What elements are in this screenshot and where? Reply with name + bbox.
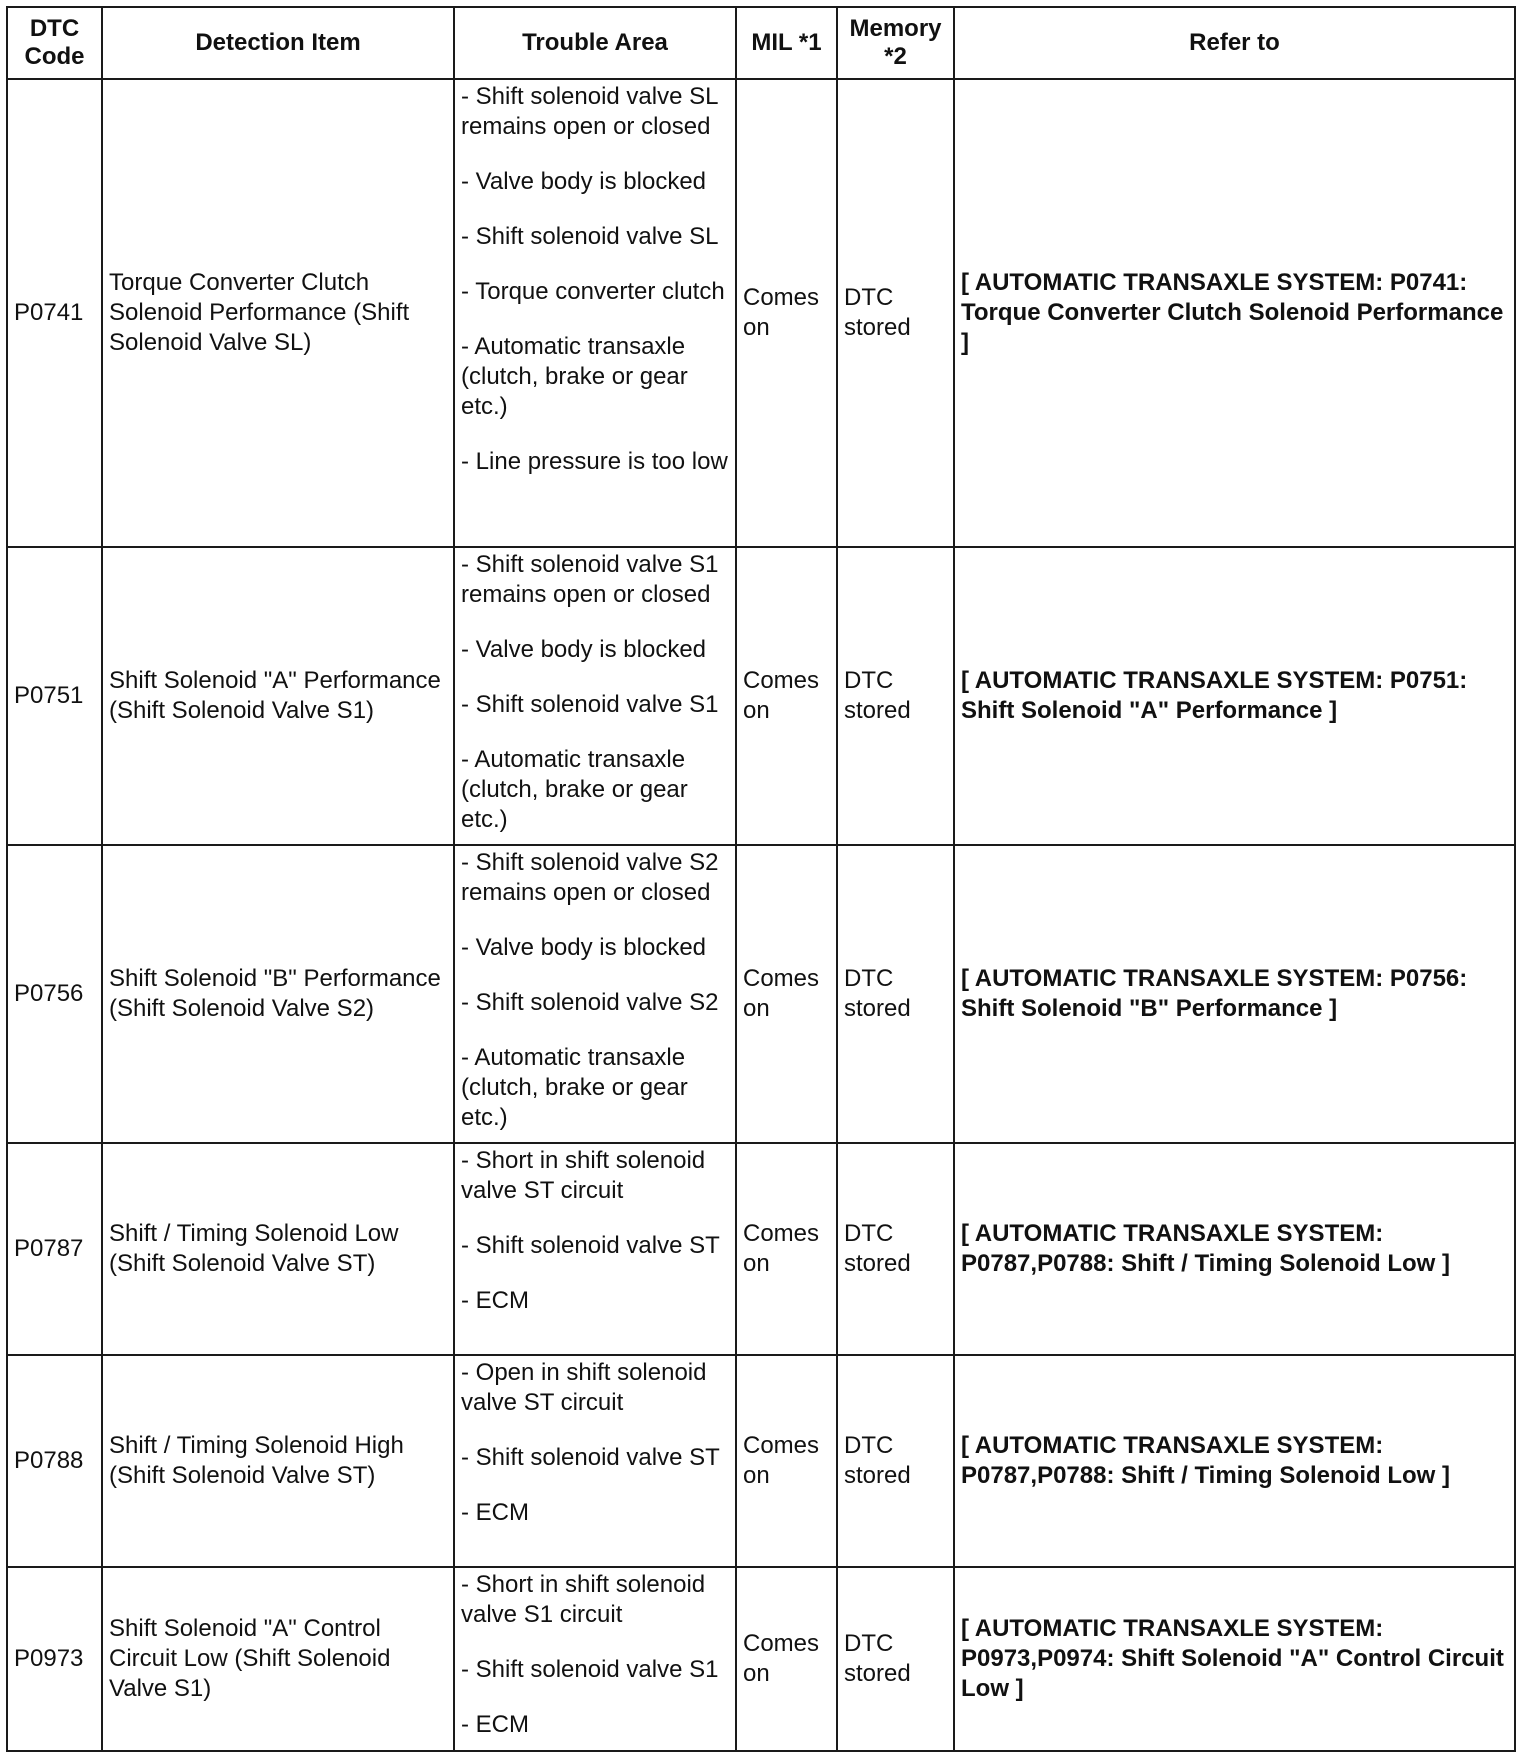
dtc-code: P0973 [7, 1567, 102, 1751]
trouble-area-item: - Valve body is blocked [461, 168, 707, 195]
detection-item: Shift / Timing Solenoid High (Shift Solenoid Valve ST) [102, 1355, 454, 1567]
detection-item: Shift Solenoid "B" Performance (Shift Solenoid Valve S2) [102, 845, 454, 1143]
refer-to-link[interactable]: [ AUTOMATIC TRANSAXLE SYSTEM: P0756: Shift Solenoid "B" Performance ] [954, 845, 1515, 1143]
memory-status: DTC stored [837, 845, 954, 1143]
mil-status: Comes on [736, 845, 837, 1143]
detection-item: Torque Converter Clutch Solenoid Performance (Shift Solenoid Valve SL) [102, 79, 454, 547]
trouble-area-item: - Shift solenoid valve S1 [461, 691, 719, 718]
mil-status: Comes on [736, 1143, 837, 1355]
trouble-area-item: - Shift solenoid valve S1 remains open or closed [461, 551, 719, 608]
table-row [7, 1355, 1515, 1567]
table-row [7, 547, 1515, 845]
memory-status: DTC stored [837, 1567, 954, 1751]
trouble-area-item: - Open in shift solenoid valve ST circuit [461, 1359, 707, 1416]
detection-item: Shift Solenoid "A" Control Circuit Low (Shift Solenoid Valve S1) [102, 1567, 454, 1751]
mil-status: Comes on [736, 1567, 837, 1751]
mil-status: Comes on [736, 547, 837, 845]
header-detection-item: Detection Item [102, 7, 454, 79]
trouble-area [454, 1567, 736, 1751]
trouble-area-item: - Automatic transaxle (clutch, brake or gear etc.) [461, 1044, 688, 1131]
table-row [7, 1567, 1515, 1751]
dtc-code: P0788 [7, 1355, 102, 1567]
trouble-area-item: - Short in shift solenoid valve S1 circuit [461, 1571, 706, 1628]
trouble-area [454, 79, 736, 547]
mil-status: Comes on [736, 1355, 837, 1567]
trouble-area-item: - Automatic transaxle (clutch, brake or gear etc.) [461, 333, 688, 420]
trouble-area-item: - Shift solenoid valve SL [461, 223, 719, 250]
refer-to-link[interactable]: [ AUTOMATIC TRANSAXLE SYSTEM: P0751: Shift Solenoid "A" Performance ] [954, 547, 1515, 845]
trouble-area [454, 1143, 736, 1355]
table-row [7, 79, 1515, 547]
trouble-area-item: - Automatic transaxle (clutch, brake or gear etc.) [461, 746, 688, 833]
trouble-area-item: - Shift solenoid valve S2 remains open or closed [461, 849, 719, 906]
trouble-area-item: - ECM [461, 1287, 529, 1314]
refer-to-link[interactable]: [ AUTOMATIC TRANSAXLE SYSTEM: P0787,P0788: Shift / Timing Solenoid Low ] [954, 1143, 1515, 1355]
memory-status: DTC stored [837, 547, 954, 845]
trouble-area-item: - ECM [461, 1711, 529, 1738]
header-mil: MIL *1 [736, 7, 837, 79]
dtc-code: P0741 [7, 79, 102, 547]
header-dtc-code: DTC Code [7, 7, 102, 79]
memory-status: DTC stored [837, 79, 954, 547]
header-refer-to: Refer to [954, 7, 1515, 79]
table-row [7, 845, 1515, 1143]
header-trouble-area: Trouble Area [454, 7, 736, 79]
trouble-area-item: - Valve body is blocked [461, 636, 707, 663]
trouble-area-item: - Line pressure is too low [461, 448, 728, 475]
trouble-area-item: - Short in shift solenoid valve ST circuit [461, 1147, 706, 1204]
trouble-area-item: - Shift solenoid valve ST [461, 1232, 720, 1259]
dtc-code: P0756 [7, 845, 102, 1143]
refer-to-link[interactable]: [ AUTOMATIC TRANSAXLE SYSTEM: P0973,P0974: Shift Solenoid "A" Control Circuit Low ] [954, 1567, 1515, 1751]
trouble-area-item: - Shift solenoid valve S2 [461, 989, 719, 1016]
detection-item: Shift Solenoid "A" Performance (Shift Solenoid Valve S1) [102, 547, 454, 845]
refer-to-link[interactable]: [ AUTOMATIC TRANSAXLE SYSTEM: P0741: Torque Converter Clutch Solenoid Performance ] [954, 79, 1515, 547]
memory-status: DTC stored [837, 1143, 954, 1355]
dtc-code: P0751 [7, 547, 102, 845]
detection-item: Shift / Timing Solenoid Low (Shift Solenoid Valve ST) [102, 1143, 454, 1355]
trouble-area-item: - ECM [461, 1499, 529, 1526]
trouble-area [454, 845, 736, 1143]
header-memory: Memory *2 [837, 7, 954, 79]
trouble-area-item: - Valve body is blocked [461, 934, 707, 961]
trouble-area [454, 547, 736, 845]
dtc-table [6, 6, 1516, 1752]
dtc-code: P0787 [7, 1143, 102, 1355]
trouble-area-item: - Shift solenoid valve ST [461, 1444, 720, 1471]
trouble-area-item: - Shift solenoid valve S1 [461, 1656, 719, 1683]
table-row [7, 1143, 1515, 1355]
trouble-area-item: - Shift solenoid valve SL remains open or closed [461, 83, 718, 140]
trouble-area [454, 1355, 736, 1567]
mil-status: Comes on [736, 79, 837, 547]
trouble-area-item: - Torque converter clutch [461, 278, 725, 305]
header-row [7, 7, 1515, 79]
memory-status: DTC stored [837, 1355, 954, 1567]
refer-to-link[interactable]: [ AUTOMATIC TRANSAXLE SYSTEM: P0787,P0788: Shift / Timing Solenoid Low ] [954, 1355, 1515, 1567]
